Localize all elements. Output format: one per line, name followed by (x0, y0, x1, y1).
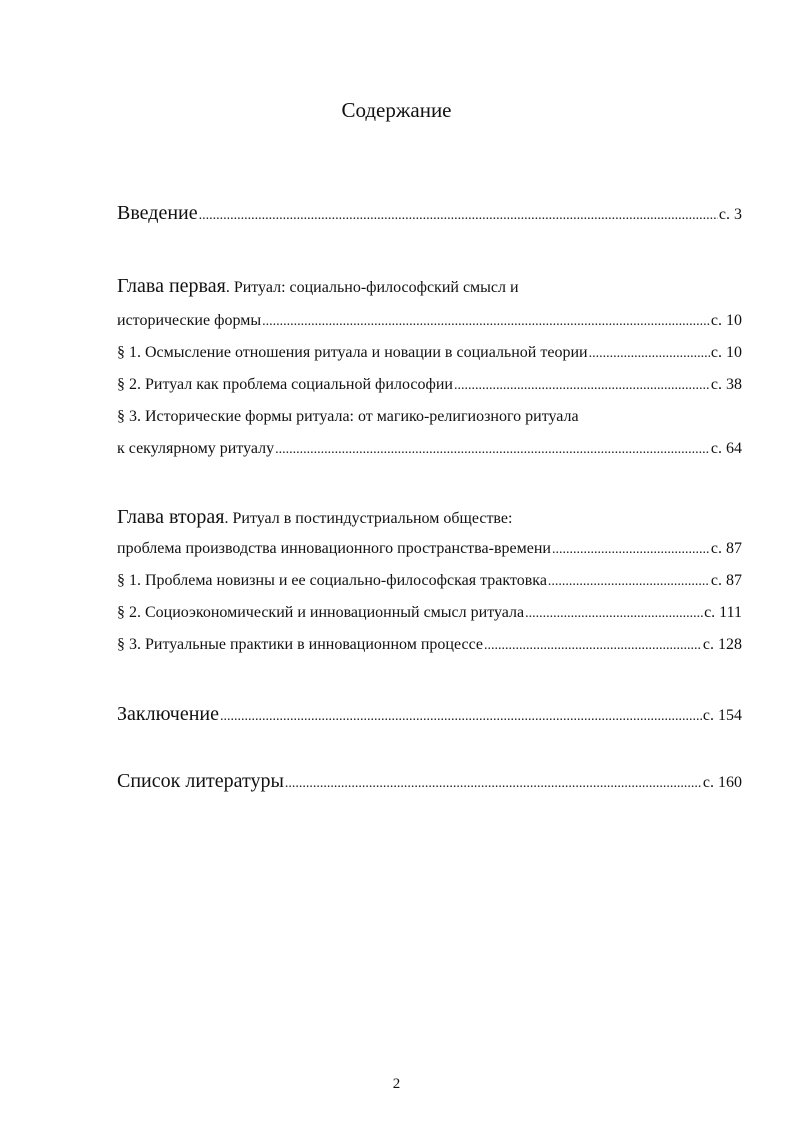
chapter-1-title: . Ритуал: социально-философский смысл и (225, 279, 519, 296)
leader-dots (589, 346, 710, 362)
toc-entry-chapter-2[interactable] (117, 540, 742, 558)
toc-entry-label: § 1. Осмысление отношения ритуала и новации в социальной теории (117, 344, 588, 361)
toc-entry-page: с. 64 (710, 440, 742, 457)
leader-dots (220, 709, 702, 725)
leader-dots (548, 574, 710, 590)
toc-entry-ch1-s3[interactable] (117, 408, 579, 426)
toc-entry-conclusion[interactable] (117, 703, 742, 726)
toc-entry-label: исторические формы (117, 312, 262, 329)
chapter-1-lead: Глава первая (117, 275, 226, 297)
toc-entry-page: с. 87 (710, 572, 742, 589)
toc-entry-ch2-s1[interactable] (117, 572, 742, 590)
toc-entry-label: Введение (117, 202, 198, 224)
toc-entry-ch2-s2[interactable] (117, 604, 742, 622)
toc-entry-page: с. 87 (710, 540, 742, 557)
toc-entry-ch1-s1[interactable] (117, 344, 742, 362)
leader-dots (275, 442, 710, 458)
chapter-1-heading[interactable] (117, 275, 519, 298)
toc-entry-page: с. 3 (718, 206, 742, 223)
page-number: 2 (392, 1076, 401, 1092)
chapter-2-heading[interactable] (117, 506, 512, 529)
toc-entry-page: с. 10 (710, 312, 742, 329)
toc-entry-page: с. 111 (704, 604, 742, 621)
leader-dots (484, 638, 702, 654)
leader-dots (454, 378, 710, 394)
toc-entry-label: § 1. Проблема новизны и ее социально-философская трактовка (117, 572, 547, 589)
leader-dots (552, 542, 710, 558)
toc-entry-label: § 2. Социоэкономический и инновационный смысл ритуала (117, 604, 525, 621)
toc-entry-references[interactable] (117, 770, 742, 793)
toc-entry-ch1-s2[interactable] (117, 376, 742, 394)
toc-entry-page: с. 160 (702, 774, 742, 791)
toc-entry-label: Заключение (117, 703, 219, 725)
toc-entry-label: § 2. Ритуал как проблема социальной философии (117, 376, 453, 393)
leader-dots (285, 776, 702, 792)
toc-entry-label: Список литературы (117, 770, 284, 792)
toc-entry-label: § 3. Исторические формы ритуала: от магико-религиозного ритуала (117, 408, 579, 425)
toc-entry-page: с. 10 (710, 344, 742, 361)
toc-entry-page: с. 128 (702, 636, 742, 653)
toc-entry-page: с. 38 (710, 376, 742, 393)
toc-entry-chapter-1[interactable] (117, 312, 742, 330)
toc-entry-intro[interactable] (117, 202, 742, 225)
page-title: Содержание (341, 98, 452, 122)
toc-entry-ch1-s3-cont[interactable] (117, 440, 742, 458)
toc-entry-label: к секулярному ритуалу (117, 440, 275, 457)
toc-entry-label: проблема производства инновационного пространства-времени (117, 540, 551, 557)
toc-entry-ch2-s3[interactable] (117, 636, 742, 654)
toc-entry-page: с. 154 (702, 707, 742, 724)
chapter-2-lead: Глава вторая (117, 506, 225, 528)
toc-entry-label: § 3. Ритуальные практики в инновационном процессе (117, 636, 483, 653)
leader-dots (262, 314, 710, 330)
leader-dots (199, 208, 718, 224)
chapter-2-title: . Ритуал в постиндустриальном обществе: (224, 510, 513, 527)
leader-dots (525, 606, 703, 622)
